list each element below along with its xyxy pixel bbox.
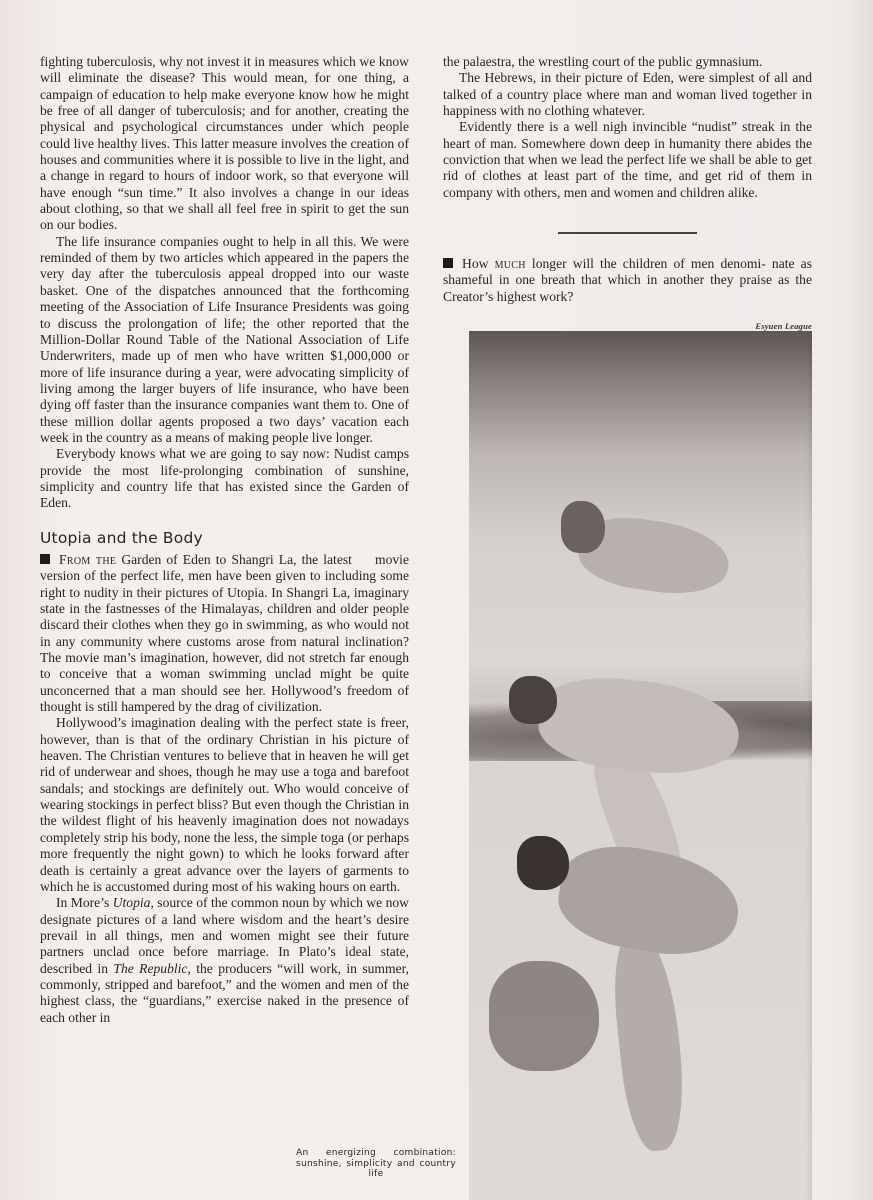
section-heading: Utopia and the Body <box>40 528 203 547</box>
body-paragraph: Everybody knows what we are going to say now: Nudist camps provide the most life-prolonging combination of sunshine, simplicity and country life that has existed since the Garden of Eden. <box>40 446 409 511</box>
photo-shadow-shape <box>489 961 599 1071</box>
photograph <box>469 331 812 1200</box>
body-paragraph: Hollywood’s imagination dealing with the perfect state is freer, however, than is that of the ordinary Christian in his picture of heaven. The Christian ventures to believe that in heaven he will get rid of underwear and shoes, though he may use a toga and barefoot sandals; and stockings are definitely out. Who would conceive of wearing stockings in perfect bliss? But even though the Christian in the wildest flight of his heavenly imagination does not nowadays completely strip his body, none the less, the simple toga (or perhaps more frequently the night gown) to which he looks forward after death is certainly a great advance over the layers of garments to which he is accustomed during most of his waking hours on earth. <box>40 715 409 894</box>
photo-bottom-leg <box>608 928 691 1153</box>
body-paragraph: The life insurance companies ought to help in all this. We were reminded of them by two articles which appeared in the papers the very day after the tuberculosis appeal dropped into our waste basket. One of the dispatches announced that the forthcoming meeting of the Association of Life Insurance Presidents was going to discuss the prolongation of life; the other reported that the Million-Dollar Round Table of the National Association of Life Underwriters, made up of men who have written $1,000,000 or more of life insurance during a year, were advocating simplicity of living among the larger buyers of life insurance, who have been dying off faster than the insurance companies want them to. One of these million dollar agents proposed a two days’ vacation each week in the country as a means of making people live longer. <box>40 233 409 445</box>
photo-edge <box>806 331 812 1200</box>
photo-middle-figure <box>535 671 743 781</box>
right-column <box>443 54 812 305</box>
aside-rest: nate as shameful in one breath that which in another they praise as the Creator’s highest work? <box>443 256 813 304</box>
text-run: , the producers “will work, in summer, commonly, stripped and barefoot,” and the women and men of the highest class, the “guardians,” exercise naked in the presence of each other in <box>40 960 409 1025</box>
left-column <box>40 54 409 1026</box>
photo-bottom-head <box>517 836 569 890</box>
body-paragraph: The Hebrews, in their picture of Eden, were simplest of all and talked of a country place where man and woman lived together in happiness with no clothing whatever. <box>443 70 812 119</box>
italic-title-utopia: Utopia <box>112 895 151 911</box>
body-paragraph-utopia <box>40 895 409 1026</box>
aside-paragraph <box>443 256 812 305</box>
page-edge-shadow <box>843 0 873 1200</box>
photo-middle-head <box>509 676 557 724</box>
square-bullet-icon <box>443 258 453 268</box>
aside-smallcaps-1: How <box>462 256 489 272</box>
body-paragraph: fighting tuberculosis, why not invest it in measures which we know will eliminate the disease? This would mean, for one thing, a campaign of education to help make everyone know how he might be free of all danger of tuberculosis; and for another, creating the physical and psychological circumstances under which people could live healthy lives. This latter measure involves the creation of houses and communities where it is possible to live in the light, and a change in regard to hours of indoor work, so that everyone will have enough “sun time.” It also involves a change in our ideas about clothing, so that we shall all feel free in spirit to get the sun on our bodies. <box>40 54 409 233</box>
body-paragraph: Evidently there is a well nigh invincible “nudist” streak in the heart of man. Somewhere down deep in humanity there abides the conviction that when we lead the perfect life we shall be able to get rid of clothes at least part of the time, and get rid of them in company with others, men and women and children alike. <box>443 119 812 200</box>
lead-first-line: Garden of Eden to Shangri La, the latest <box>116 551 352 567</box>
photo-credit: Esyuen League <box>755 321 812 331</box>
square-bullet-icon <box>40 554 50 564</box>
italic-title-republic: The Republic <box>113 960 188 976</box>
aside-first-line: longer will the children of men denomi- <box>525 256 766 272</box>
text-run: , source of the common noun by which we now designate pictures of a land where wisdom and the heart’s desire prevail in all things, men and women might see their future partners unclad once before marriage. In Plato’s ideal state, described in <box>40 895 409 976</box>
spacer <box>443 201 812 256</box>
lead-smallcaps: From the <box>59 551 117 567</box>
lead-rest: movie version of the perfect life, men have been given to including some right to nudity in their pictures of Utopia. In Shangri La, imaginary state in the fastnesses of the Himalayas, children and older people discard their clothes when they go in swimming, as who would not in any community where customs arose from natural inclination? The movie man’s imagination, however, did not stretch far enough to conceive that a woman swimming unclad might be quite unconcerned that a man should see her. Hollywood’s freedom of thought is still hampered by the drag of civilization. <box>40 551 409 715</box>
aside-smallcaps-2: much <box>494 256 526 272</box>
horizontal-rule <box>558 232 697 234</box>
photo-child-head <box>561 501 605 553</box>
section-lead-paragraph <box>40 552 409 715</box>
text-run: In More’s <box>56 895 113 911</box>
body-paragraph: the palaestra, the wrestling court of the public gymnasium. <box>443 54 763 69</box>
photo-caption: An energizing combination: sunshine, simplicity and country life <box>296 1148 456 1179</box>
photo-bottom-figure <box>552 836 747 966</box>
